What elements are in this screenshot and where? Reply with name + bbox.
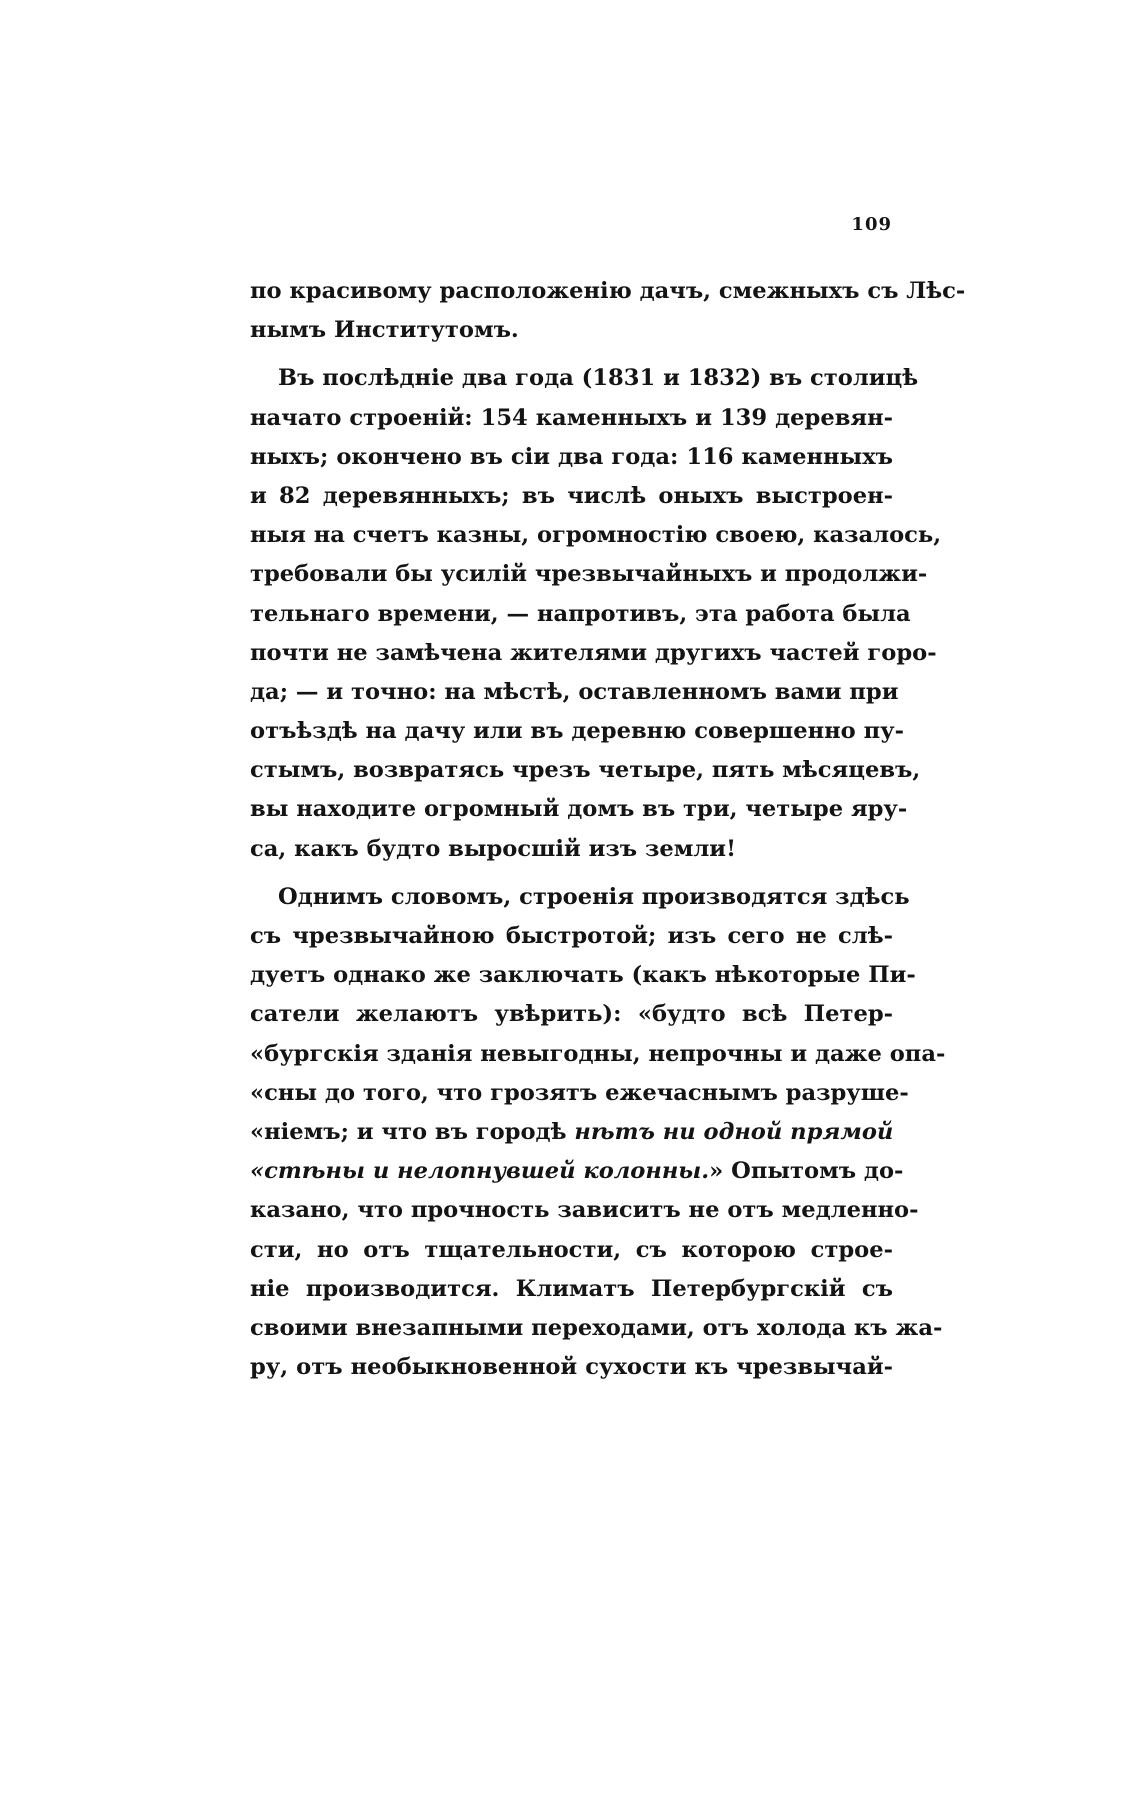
page-number: 109: [851, 214, 892, 235]
text-line-with-italic: [250, 1152, 904, 1191]
text-run: » Опытомъ до-: [709, 1158, 904, 1185]
text-line: ніе производится. Климатъ Петербургскій съ: [250, 1275, 893, 1302]
text-line: сатели желаютъ увѣрить): «будто всѣ Петер-: [250, 1001, 893, 1028]
text-line: казано, что прочность зависитъ не отъ медленно-: [250, 1197, 919, 1224]
text-line: тельнаго времени, — напротивъ, эта работа была: [250, 600, 911, 627]
text-line: съ чрезвычайною быстротой; изъ сего не слѣ-: [250, 923, 893, 949]
text-line: да; — и точно: на мѣстѣ, оставленномъ вами при: [250, 678, 899, 705]
text-line: требовали бы усилій чрезвычайныхъ и продолжи-: [250, 561, 928, 588]
body-text: [250, 272, 966, 1387]
text-line: стымъ, возвратясь чрезъ четыре, пять мѣсяцевъ,: [250, 757, 921, 784]
italic-run: нѣтъ ни одной прямой: [574, 1118, 894, 1145]
text-line: вы находите огромный домъ въ три, четыре яру-: [250, 796, 908, 823]
text-line: своими внезапными переходами, отъ холода къ жа-: [250, 1314, 943, 1341]
paragraph-climate: [250, 878, 946, 1387]
text-line: «бургскія зданія невыгодны, непрочны и даже опа-: [250, 1040, 946, 1067]
paragraph-construction: [250, 359, 942, 868]
text-line-with-italic: [250, 1113, 893, 1152]
text-line: сти, но отъ тщательности, съ которою строе-: [250, 1236, 893, 1263]
text-run: «ніемъ; и что въ городѣ: [250, 1118, 567, 1145]
text-line: начато строеній: 154 каменныхъ и 139 деревян-: [250, 404, 893, 431]
text-line: Однимъ словомъ, строенія производятся здѣсь: [278, 883, 910, 910]
italic-run: «стѣны и нелопнувшей колонны.: [250, 1158, 710, 1185]
text-line: и 82 деревянныхъ; въ числѣ оныхъ выстроен-: [250, 482, 893, 509]
text-line: ныхъ; окончено въ сіи два года: 116 каменныхъ: [250, 443, 893, 470]
text-line: отъѣздѣ на дачу или въ деревню совершенно пу-: [250, 718, 904, 745]
text-line: Въ послѣдніе два года (1831 и 1832) въ столицѣ: [278, 365, 919, 392]
text-line: ныя на счетъ казны, огромностію своею, казалось,: [250, 522, 942, 549]
text-line: дуетъ однако же заключать (какъ нѣкоторые Пи-: [250, 962, 916, 989]
text-line: по красивому расположенію дачъ, смежныхъ съ Лѣс-: [250, 278, 966, 304]
text-line: ру, отъ необыкновенной сухости къ чрезвычай-: [250, 1354, 893, 1381]
paragraph-continuation: [250, 272, 966, 350]
text-line: почти не замѣчена жителями другихъ частей горо-: [250, 639, 937, 666]
text-line: «сны до того, что грозятъ ежечаснымъ разруше-: [250, 1079, 909, 1106]
text-line: нымъ Институтомъ.: [250, 317, 519, 344]
text-line: са, какъ будто выросшій изъ земли!: [250, 835, 736, 862]
